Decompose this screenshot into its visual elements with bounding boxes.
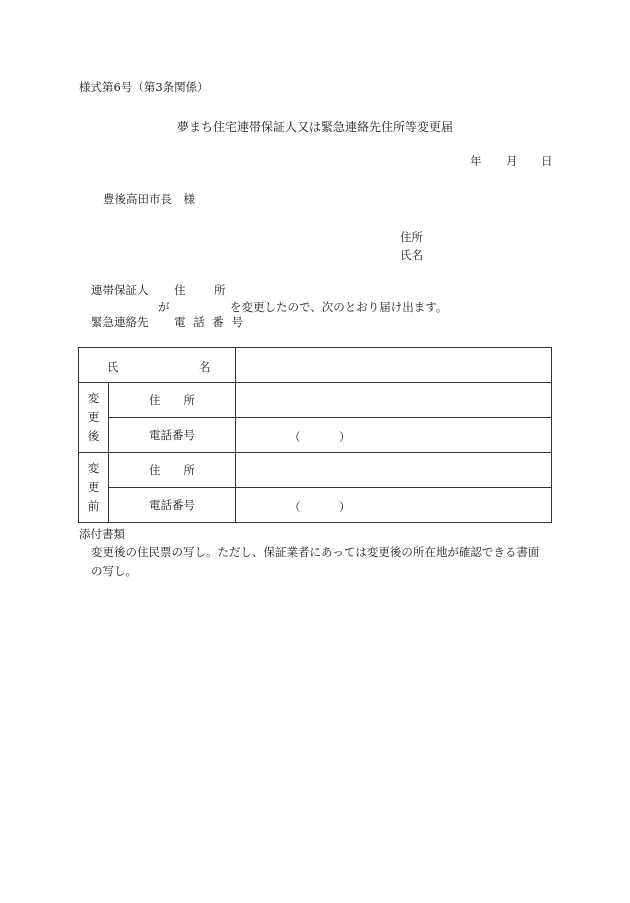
addressee: 豊後高田市長 様 — [103, 192, 195, 206]
after-address-row — [79, 383, 552, 418]
after-address-input-cell[interactable] — [236, 383, 552, 418]
attachments-line-1: 変更後の住民票の写し。ただし、保証業者にあっては変更後の所在地が確認できる書面 — [91, 545, 540, 559]
guarantor-label: 連帯保証人 — [91, 283, 149, 297]
name-label-char-1: 氏 — [107, 360, 119, 374]
after-char-1: 変 — [87, 391, 100, 405]
before-phone-paren-close: ） — [339, 500, 351, 514]
paragraph-address-char-2: 所 — [214, 283, 226, 297]
before-char-2: 更 — [87, 480, 100, 494]
after-address-label: 住 所 — [109, 383, 236, 418]
applicant-address-label: 住所 — [400, 230, 423, 244]
change-form-table — [78, 347, 552, 523]
after-char-2: 更 — [87, 410, 100, 424]
after-phone-paren-close: ） — [339, 430, 351, 444]
before-change-label — [79, 453, 109, 523]
applicant-name-label: 氏名 — [400, 248, 423, 262]
paragraph-telephone-label: 電 話 番 号 — [174, 315, 245, 329]
before-phone-paren-open: （ — [289, 500, 301, 514]
before-address-label: 住 所 — [109, 453, 236, 488]
name-label-char-2: 名 — [199, 360, 211, 374]
before-phone-label: 電話番号 — [109, 488, 236, 523]
paragraph-particle-ga: が — [158, 300, 170, 314]
before-char-1: 変 — [87, 461, 100, 475]
after-phone-row — [79, 418, 552, 453]
attachments-line-2: の写し。 — [91, 564, 137, 578]
after-change-label — [79, 383, 109, 453]
before-address-row — [79, 453, 552, 488]
paragraph-address-char-1: 住 — [174, 283, 186, 297]
before-char-3: 前 — [87, 499, 100, 513]
name-label-cell — [79, 348, 236, 383]
date-day-label: 日 — [541, 154, 553, 168]
form-number: 様式第6号（第3条関係） — [79, 80, 209, 94]
paragraph-changed-text: を変更したので、次のとおり届け出ます。 — [230, 300, 448, 314]
after-phone-label: 電話番号 — [109, 418, 236, 453]
before-phone-input-cell[interactable] — [236, 488, 552, 523]
document-title: 夢まち住宅連帯保証人又は緊急連絡先住所等変更届 — [176, 120, 453, 134]
name-row — [79, 348, 552, 383]
emergency-contact-label: 緊急連絡先 — [91, 315, 149, 329]
before-address-input-cell[interactable] — [236, 453, 552, 488]
after-phone-paren-open: （ — [289, 430, 301, 444]
after-char-3: 後 — [87, 429, 100, 443]
date-year-label: 年 — [470, 154, 482, 168]
attachments-heading: 添付書類 — [79, 527, 125, 541]
before-phone-row — [79, 488, 552, 523]
after-phone-input-cell[interactable] — [236, 418, 552, 453]
name-input-cell[interactable] — [236, 348, 552, 383]
date-month-label: 月 — [506, 154, 518, 168]
